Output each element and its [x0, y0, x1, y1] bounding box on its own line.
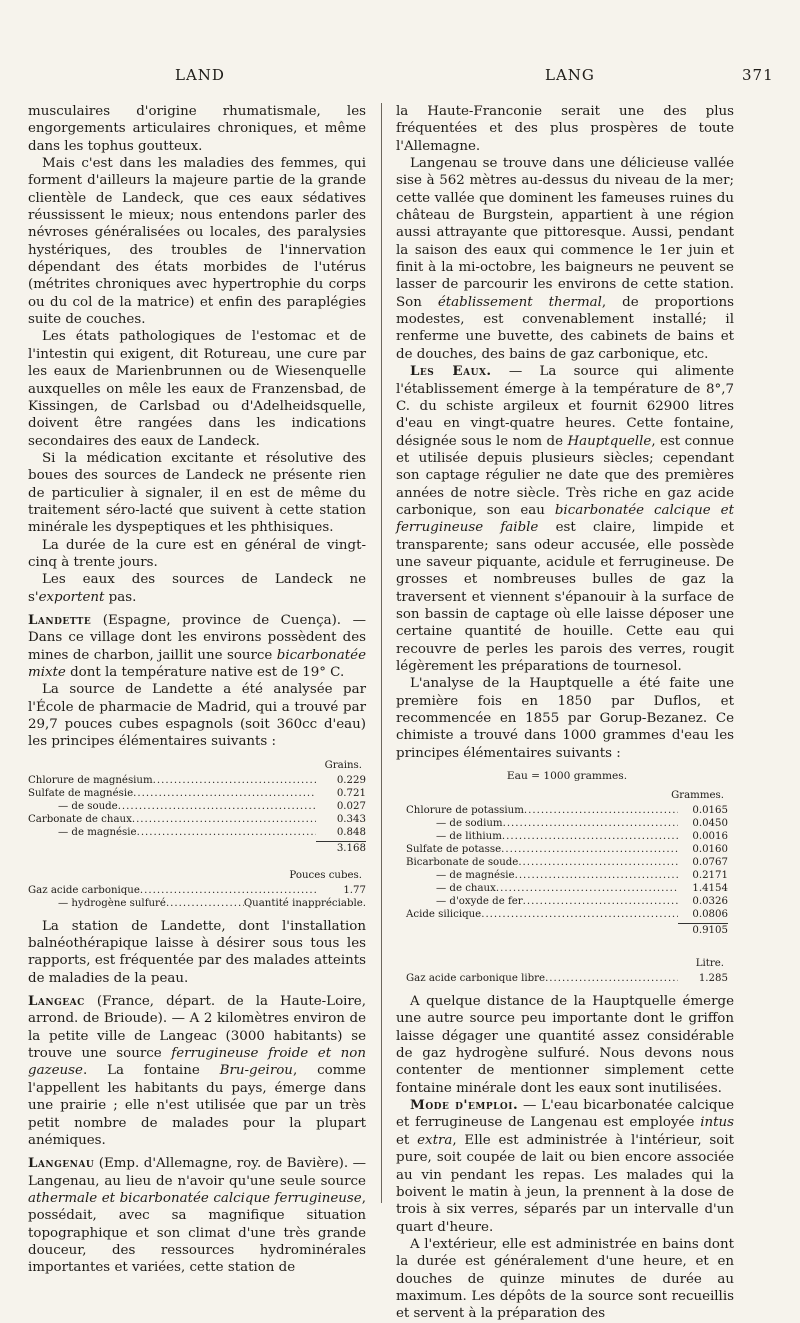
paragraph: La durée de la cure est en général de vingt-cinq à trente jours.: [28, 537, 366, 570]
table-row: Acide silicique ..... 0.0806: [406, 908, 728, 921]
paragraph: la Haute-Franconie serait une des plus fréquentées et des plus prospères de toute l'Allemagne.: [396, 104, 734, 154]
section-heading: Mode d'emploi.: [410, 1097, 519, 1114]
running-header-left: LAND: [175, 66, 225, 84]
table-row: Carbonate de chaux ..... 0.343: [28, 813, 366, 826]
table-row: Bicarbonate de soude ..... 0.0767: [406, 856, 728, 869]
table-row: — de magnésie ..... 0.2171: [406, 869, 728, 882]
analysis-table-hauptquelle: [406, 770, 728, 985]
right-column: [396, 103, 734, 1323]
paragraph: Si la médication excitante et résolutive des boues des sources de Landeck ne présente rien de particulier à signaler, il en est de même du traitement séro-lacté que suivent à cette station minérale les dyspeptiques et les phthisiques.: [28, 450, 366, 536]
table-row: — de chaux ..... 1.4154: [406, 882, 728, 895]
table-row: — de sodium ..... 0.0450: [406, 817, 728, 830]
paragraph: Mais c'est dans les maladies des femmes, qui forment d'ailleurs la majeure partie de la grande clientèle de Landeck, que ces eaux sédatives réussissent le mieux; nous entendons parler des névroses généralisées ou locales, des paralysies hystériques, des troubles de l'innervation dépendant des états morbides de l'utérus (métrites chroniques avec hypertrophie du corps ou du col de la matrice) et enfin des paraplégies suite de couches.: [28, 156, 366, 328]
table-row: — de lithium ..... 0.0016: [406, 830, 728, 843]
paragraph: La station de Landette, dont l'installation balnéothérapique laisse à désirer sous tous les rapports, est fréquentée par des malades atteints de maladies de la peau.: [28, 918, 366, 986]
entry-heading: Langeac: [28, 993, 85, 1010]
unit-label: Pouces cubes.: [289, 869, 362, 881]
entry-langenau: Langenau (Emp. d'Allemagne, roy. de Bavière). — Langenau, au lieu de n'avoir qu'une seule source athermale et bicarbonatée calcique ferrugineuse, possédait, avec sa magnifique situation topographique et son climat d'une très grande douceur, des ressources hydrominérales importantes et variées, cette station de: [28, 1155, 366, 1276]
table-row: — de soude ..... 0.027: [28, 800, 366, 813]
page-number: 371: [742, 66, 774, 84]
entry-heading: Landette: [28, 611, 92, 628]
paragraph: L'analyse de la Hauptquelle a été faite une première fois en 1850 par Duflos, et recommencée en 1855 par Gorup-Bezanez. Ce chimiste a trouvé dans 1000 grammes d'eau les principes élémentaires suivants :: [396, 676, 734, 761]
analysis-table-landette: [28, 759, 366, 910]
table-row: Sulfate de potasse ..... 0.0160: [406, 843, 728, 856]
table-row: Sulfate de magnésie ..... 0.721: [28, 787, 366, 800]
paragraph: musculaires d'origine rhumatismale, les engorgements articulaires chroniques, et même dans les tophus goutteux.: [28, 104, 366, 154]
section-heading: Les Eaux.: [410, 363, 492, 380]
paragraph: Mode d'emploi. — L'eau bicarbonatée calcique et ferrugineuse de Langenau est employée intus et extra, Elle est administrée à l'intérieur, soit pure, soit coupée de lait ou bien encore associée au vin pendant les repas. Les malades qui la boivent le matin à jeun, la prennent à la dose de trois à six verres, séparés par un intervalle d'un quart d'heure.: [396, 1097, 734, 1235]
table-row: Gaz acide carbonique ..... 1.77: [28, 884, 366, 897]
paragraph: Les Eaux. — La source qui alimente l'établissement émerge à la température de 8°,7 C. du schiste argileux et fournit 62900 litres d'eau en vingt-quatre heures. Cette fontaine, désignée sous le nom de Hauptquelle, est connue et utilisée depuis plusieurs siècles; cependant son captage régulier ne date que des premières années de notre siècle. Très riche en gaz acide carbonique, son eau bicarbonatée calcique et ferrugineuse faible est claire, limpide et transparente; sans odeur accusée, elle possède une saveur piquante, acidule et ferrugineuse. De grosses et nombreuses bulles de gaz la traversent et viennent s'épanouir à la surface de son bassin de captage où elle laisse déposer une certaine quantité de houille. Cette eau qui recouvre de perles les parois des verres, rougit légèrement les préparations de tournesol.: [396, 363, 735, 674]
table-row: — d'oxyde de fer ..... 0.0326: [406, 895, 728, 908]
entry-heading: Langenau: [28, 1155, 95, 1172]
entry-langeac: Langeac (France, départ. de la Haute-Loire, arrond. de Brioude). — A 2 kilomètres environ de la petite ville de Langeac (3000 habitants) se trouve une source ferrugineuse froide et non gazeuse. La fontaine Bru-geirou, comme l'appellent les habitants du pays, émerge dans une prairie ; elle n'est utilisée que par un très petit nombre de malades pour la plupart anémiques.: [28, 993, 366, 1148]
column-divider: [381, 103, 382, 1203]
table-row: — de magnésie ..... 0.848: [28, 826, 366, 839]
table-row: — hydrogène sulfuré ..... Quantité inappréciable.: [28, 897, 366, 910]
paragraph: Les états pathologiques de l'estomac et de l'intestin qui exigent, dit Rotureau, une cure par les eaux de Marienbrunnen ou de Wiesenquelle auxquelles on mêle les eaux de Franzensbad, de Kissingen, de Carlsbad ou d'Adelheidsquelle, doivent être rangées dans les indications secondaires des eaux de Landeck.: [28, 329, 366, 449]
running-header-center: LANG: [545, 66, 595, 84]
left-column: [28, 103, 366, 1277]
paragraph: A l'extérieur, elle est administrée en bains dont la durée est généralement d'une heure, et en douches de quinze minutes de durée au maximum. Les dépôts de la source sont recueillis et servent à la préparation des: [396, 1236, 734, 1322]
paragraph: Langenau se trouve dans une délicieuse vallée sise à 562 mètres au-dessus du niveau de la mer; cette vallée que dominent les fameuses ruines du château de Burgstein, appartient à une région aussi attrayante que pittoresque. Aussi, pendant la saison des eaux qui commence le 1er juin et finit à la mi-octobre, les baigneurs ne peuvent se lasser de parcourir les environs de cette station. Son établissement thermal, de proportions modestes, est convenablement installé; il renferme une buvette, des cabinets de bains et de douches, des bains de gaz carbonique, etc.: [396, 156, 734, 362]
entry-landette: Landette (Espagne, province de Cuença). — Dans ce village dont les environs possèdent des mines de charbon, jaillit une source bicarbonatée mixte dont la température native est de 19° C.: [28, 611, 366, 680]
unit-label: Litre.: [695, 958, 724, 970]
table-row: Gaz acide carbonique libre ..... 1.285: [406, 972, 728, 985]
table-row: Chlorure de potassium ..... 0.0165: [406, 804, 728, 817]
table-total: 0.9105: [692, 925, 728, 937]
unit-label: Grammes.: [671, 790, 724, 802]
table-caption: Eau = 1000 grammes.: [506, 770, 628, 783]
paragraph: A quelque distance de la Hauptquelle émerge une autre source peu importante dont le griffon laisse dégager une quantité assez considérable de gaz hydrogène sulfuré. Nous devons nous contenter de mentionner simplement cette fontaine minérale dont les eaux sont inutilisées.: [396, 994, 734, 1096]
paragraph: Les eaux des sources de Landeck ne s'exportent pas.: [28, 572, 366, 605]
unit-label: Grains.: [324, 759, 362, 771]
table-total: 3.168: [336, 842, 366, 854]
table-row: Chlorure de magnésium ..... 0.229: [28, 774, 366, 787]
paragraph: La source de Landette a été analysée par l'École de pharmacie de Madrid, qui a trouvé par 29,7 pouces cubes espagnols (soit 360cc d'eau) les principes élémentaires suivants :: [28, 682, 366, 750]
